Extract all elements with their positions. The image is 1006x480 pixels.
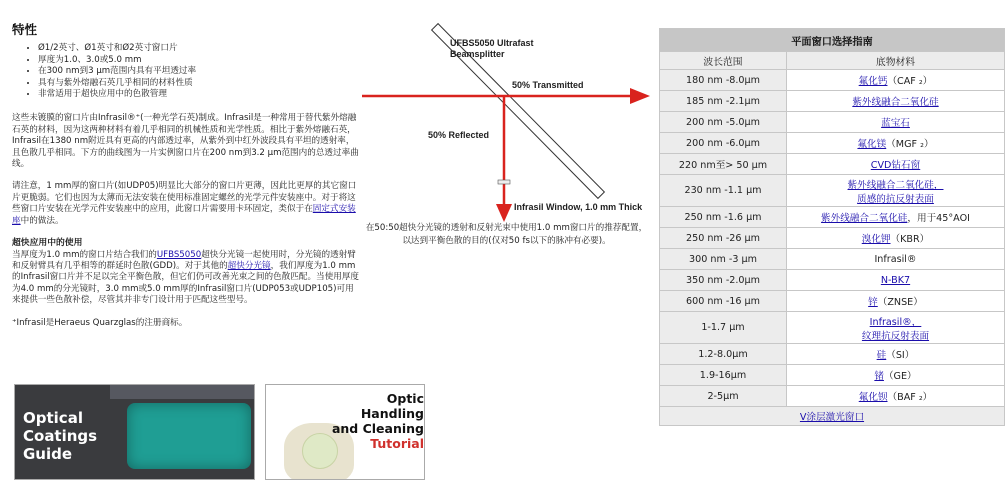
ultrafast-text-b: 超快分光镜一起使用时，分光镜的透射臂和反射臂具有几乎相等的群延时色散(GDD)。对于其他的 [12,249,356,271]
guide-row [660,154,1005,175]
material-suffix: （MGF ₂） [886,139,934,150]
material-cell [787,228,1005,249]
card-title-line: and Cleaning [331,421,424,436]
material-link[interactable]: 紫外线融合二氧化硅 [821,213,908,224]
feature-item: • 在300 nm到3 μm范围内具有平坦透过率 [38,66,362,77]
wavelength-cell: 350 nm -2.0μm [660,270,787,291]
card-title-line: Guide [23,445,73,463]
material-link[interactable]: 质感的抗反射表面 [857,193,934,205]
trademark-footnote: ⁺Infrasil是Heraeus Quarzglas的注册商标。 [12,317,188,328]
reflected-label: 50% Reflected [428,130,490,140]
wavelength-cell: 230 nm -1.1 μm [660,175,787,207]
card-title-line: Optical [23,409,83,427]
card-title [23,409,97,463]
material-cell [787,291,1005,312]
wavelength-cell: 600 nm -16 μm [660,291,787,312]
guide-row [660,365,1005,386]
card-title-line: Tutorial [370,436,424,451]
guide-title: 平面窗口选择指南 [660,29,1005,52]
guide-footer-cell [660,407,1005,426]
ultrafast-beamsplitter-link[interactable]: 超快分光镜 [227,260,271,271]
guide-row [660,344,1005,365]
feature-item: • Ø1/2英寸、Ø1英寸和Ø2英寸窗口片 [38,43,362,54]
wavelength-cell: 1.2-8.0μm [660,344,787,365]
wavelength-cell: 220 nm至> 50 μm [660,154,787,175]
guide-row [660,312,1005,344]
optical-coatings-guide-card[interactable] [14,384,255,480]
features-section [12,24,362,340]
ultrafast-text-a: 当厚度为1.0 mm的窗口片结合我们的 [12,249,157,260]
material-cell [787,91,1005,112]
guide-row [660,249,1005,270]
material-suffix: （BAF ₂） [887,392,933,403]
material-cell [787,249,1005,270]
wavelength-cell: 1-1.7 μm [660,312,787,344]
card-image-bg [110,385,255,399]
material-link[interactable]: Infrasil®， [869,316,922,328]
window-selection-guide [659,28,1005,426]
wavelength-cell: 1.9-16μm [660,365,787,386]
guide-row [660,112,1005,133]
splitter-label-1: UFBS5050 Ultrafast [450,38,534,48]
wavelength-cell: 250 nm -26 μm [660,228,787,249]
wavelength-cell: 200 nm -5.0μm [660,112,787,133]
material-cell [787,154,1005,175]
guide-row [660,133,1005,154]
ultrafast-paragraph [12,250,362,307]
card-title-line: Optic Handling [360,391,424,421]
material-link[interactable]: N-BK7 [880,274,911,286]
ufbs5050-link[interactable]: UFBS5050 [156,249,202,260]
guide-row [660,91,1005,112]
optic-handling-tutorial-card[interactable] [265,384,425,480]
material-cell [787,386,1005,407]
material-link[interactable]: 溴化钾 [861,234,891,245]
col-material: 底物材料 [787,52,1005,70]
diagram-caption: 在50:50超快分光镜的透射和反射光束中使用1.0 mm窗口片的推荐配置，以达到平衡色散的目的(仅对50 fs以下的脉冲有必要)。 [365,223,648,246]
guide-row [660,386,1005,407]
transmitted-arrowhead [630,88,650,104]
wavelength-cell: 180 nm -8.0μm [660,70,787,91]
ultrafast-heading: 超快应用中的使用 [12,238,83,249]
note-paragraph [12,181,362,227]
note-text: 请注意，1 mm厚的窗口片(如UDP05)明显比大部分的窗口片更薄，因此比更厚的其它窗口片更脆弱。它们也因为太薄而无法安装在使用标准固定螺丝的光学元件安装座中。对于将这些窗口片安装在光学元件安装座中的应用，此窗口片需要用卡环固定，类似于在 [12,181,357,215]
material-cell [787,175,1005,207]
material-cell [787,365,1005,386]
infrasil-window [498,180,510,184]
material-link[interactable]: 锗 [874,371,884,382]
guide-row [660,70,1005,91]
material-link[interactable]: 紫外线融合二氧化硅 [852,97,939,108]
features-list [12,43,362,100]
guide-row [660,291,1005,312]
guide-row [660,228,1005,249]
ultrafast-text-c: ，我们厚度为1.0 mm的Infrasil窗口片并不足以完全平衡色散，但它们仍可改善光束之间的色散匹配。当使用厚度为4.0 mm的分光镜时，3.0 mm或5.0 mm厚的Infrasil窗口片(UDP053或UDP105)可用来提供一些色散补偿，尽管其并非专门设计用于匹配这些型号。 [12,260,360,306]
material-cell [787,112,1005,133]
material-suffix: （KBR） [890,234,930,245]
guide-row [660,175,1005,207]
feature-item: • 厚度为1.0、3.0或5.0 mm [38,55,362,66]
material-suffix: （GE） [883,371,917,382]
material-suffix: （SI） [886,350,915,361]
material-cell [787,133,1005,154]
material-suffix: ，用于45°AOI [907,213,970,224]
material-cell [787,207,1005,228]
wavelength-cell: 300 nm -3 μm [660,249,787,270]
wavelength-cell: 250 nm -1.6 μm [660,207,787,228]
material-cell [787,344,1005,365]
material-link[interactable]: 硅 [876,350,887,361]
guide-row [660,270,1005,291]
material-suffix: （ZNSE） [877,297,923,308]
feature-item: • 非常适用于超快应用中的色散管理 [38,89,362,100]
material-link[interactable]: 纹理抗反射表面 [861,330,930,342]
window-label: Infrasil Window, 1.0 mm Thick [514,202,643,212]
wavelength-cell: 200 nm -6.0μm [660,133,787,154]
material-suffix: Infrasil® [874,253,917,265]
coated-optic-image [127,403,251,469]
material-link[interactable]: 锌 [868,297,878,308]
material-link[interactable]: 紫外线融合二氧化硅， [847,179,944,191]
transmitted-label: 50% Transmitted [512,80,584,90]
wavelength-cell: 2-5μm [660,386,787,407]
splitter-label-2: Beamsplitter [450,49,505,59]
material-link[interactable]: 氟化镁 [857,139,887,150]
wavelength-cell: 185 nm -2.1μm [660,91,787,112]
material-cell [787,312,1005,344]
v-coated-laser-window-link[interactable]: V涂层激光窗口 [799,412,865,423]
material-cell [787,270,1005,291]
card-title-line: Coatings [23,427,98,445]
material-cell [787,70,1005,91]
col-wavelength: 波长范围 [660,52,787,70]
description-paragraph: 这些未镀膜的窗口片由Infrasil®⁺(一种光学石英)制成。Infrasil是一种常用于替代紫外熔融石英的材料，因为这两种材料有着几乎相同的机械性质和光学性质。相比于紫外熔融石英，Infrasil在1380 nm附近具有更高的内部透过率，从紫外到中红外波段具有平坦的透射率，且色散几乎相同。下方的曲线图为一片实例窗口片在200 nm到3.2 μm范围内的总透过率曲线。 [12,113,359,170]
reflected-arrowhead [496,204,512,222]
material-link[interactable]: 氟化钙 [858,76,888,87]
material-link[interactable]: 氟化钡 [858,392,888,403]
beamsplitter-diagram [362,22,654,222]
material-suffix: （CAF ₂） [887,76,933,87]
material-link[interactable]: 蓝宝石 [881,118,910,129]
features-title: 特性 [12,22,38,37]
feature-item: • 具有与紫外熔融石英几乎相同的材料性质 [38,78,362,89]
card-title [322,391,424,451]
material-link[interactable]: CVD钻石窗 [870,160,921,171]
guide-row [660,207,1005,228]
note-text-end: 中的做法。 [20,215,64,226]
fixed-mount-link[interactable]: 固定式安装座 [12,204,356,226]
